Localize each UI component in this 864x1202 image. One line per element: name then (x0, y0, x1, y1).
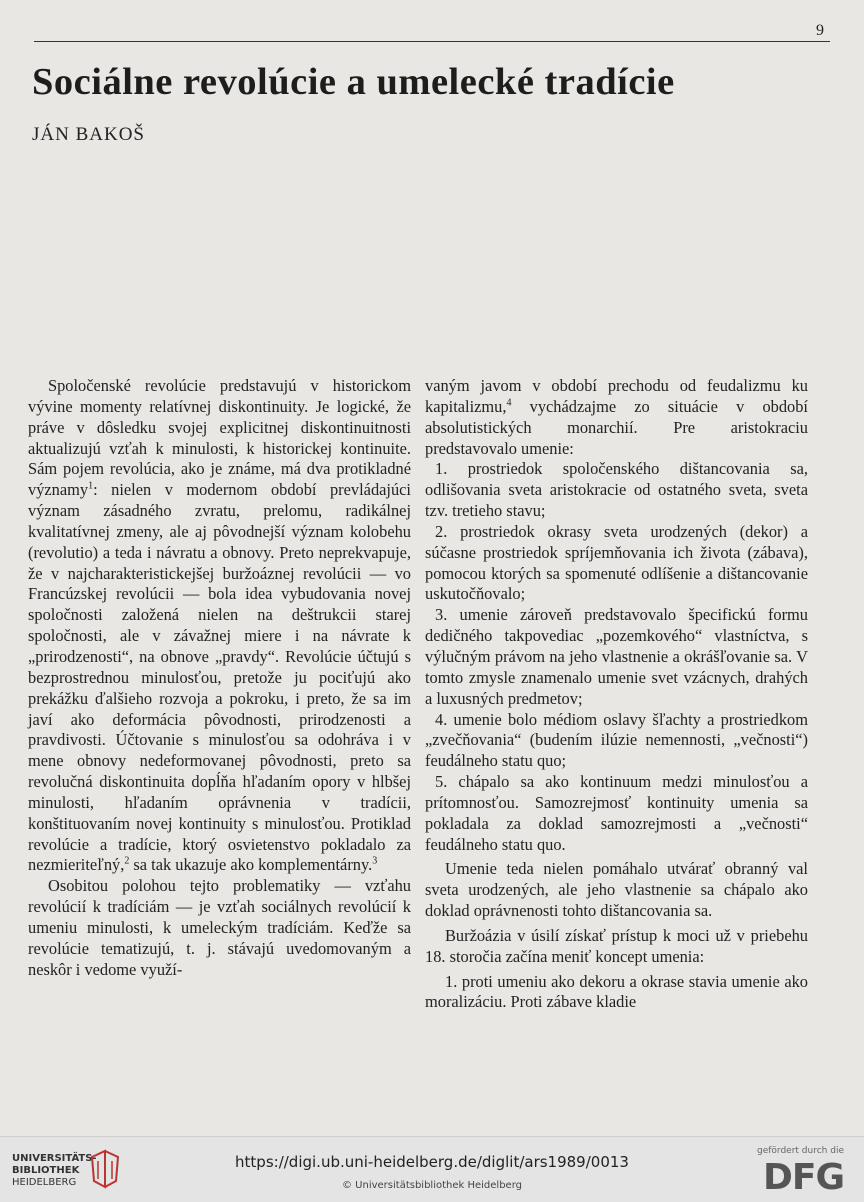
text-segment: : nielen v modernom období prevládajúci význam zásadného zvratu, prelomu, radikálnej kvalitatívnej zmeny, ale aj pôvodnejší význam kolobehu (revolutio) a teda i návratu a obnovy. Preto neprekvapuje, že v najcharakteristickejšej buržoáznej revolúcii — vo Francúzskej revolúcii — bola idea vybudovania novej spoločnosti založená nielen na deštrukcii starej spoločnosti, ale v závažnej miere i na návrate k „prirodzenosti“, na obnove „pravdy“. Revolúcie účtujú s bezprostrednou minulosťou, pretože ju pociťujú ako prekážku ďalšieho rozvoja a pokroku, i preto, že sa im javí ako deformácia pôvodnosti, prirodzenosti a pravdivosti. Účtovanie s minulosťou sa odohráva i v mene obnovy nedeformovanej pôvodnosti, preto sa revolučná diskontinuita dopĺňa hľadaním opory v hlbšej minulosti, hľadaním oprávnenia v tradícii, konštituovaním novej kontinuity s minulosťou. Protiklad revolúcie a tradície, ktorý osvietenstvo pokladalo za nezmieriteľný, (28, 480, 411, 875)
footer-bar (0, 1136, 864, 1202)
paragraph: Umenie teda nielen pomáhalo utvárať obranný val sveta urodzených, ale jeho vlastnenie sa chápalo ako doklad oprávnenosti tohto dištancovania sa. (425, 859, 808, 921)
article-title: Sociálne revolúcie a umelecké tradície (32, 61, 675, 103)
footnote-ref[interactable]: 4 (506, 397, 512, 409)
footer-url[interactable]: https://digi.ub.uni-heidelberg.de/diglit/ars1989/0013 (235, 1153, 629, 1171)
list-item: 1. proti umeniu ako dekoru a okrase stavia umenie ako moralizáciu. Proti zábave kladie (425, 971, 808, 1012)
left-column (28, 376, 411, 980)
footnote-ref[interactable]: 3 (372, 855, 378, 867)
library-name-line: UNIVERSITÄTS- (12, 1153, 97, 1164)
list-item: 5. chápalo sa ako kontinuum medzi minulosťou a prítomnosťou. Samozrejmosť kontinuity umenia sa pokladala za doklad samozrejmosti a „večnosti“ feudálneho statu quo. (425, 772, 808, 854)
dfg-logo[interactable]: DFG (762, 1157, 844, 1198)
library-name-line: HEIDELBERG (12, 1177, 77, 1188)
paragraph: Osobitou polohou tejto problematiky — vzťahu revolúcií k tradíciám — je vzťah sociálnych revolúcií k umeniu minulosti, k umeleckým tradíciám. Keďže sa revolúcie tematizujú, t. j. stávajú uvedomovaným a neskôr i vedome využí- (28, 876, 411, 979)
paragraph: Buržoázia v úsilí získať prístup k moci už v priebehu 18. storočia začína meniť koncept umenia: (425, 925, 808, 966)
footer-copyright: © Universitätsbibliothek Heidelberg (341, 1180, 522, 1191)
paragraph (28, 376, 411, 876)
right-column (425, 376, 808, 1013)
paragraph (425, 376, 808, 459)
list-item: 3. umenie zároveň predstavovalo špecifickú formu dedičného takpovediac „pozemkového“ vlastníctva, s výlučným právom na jeho vlastnenie a okrášľovanie sa. V tomto zmysle znamenalo umenie svet vzácnych, drahých a luxusných predmetov; (425, 605, 808, 708)
text-segment: Spoločenské revolúcie predstavujú v historickom vývine momenty relatívnej diskontinuity. Je logické, že práve v dôsledku svojej explicitnej diskontinuitnosti aktualizujú vzťah k minulosti, k historickej kontinuite. Sám pojem revolúcia, ako je známe, má dva protikladné významy (28, 376, 411, 500)
list-item: 4. umenie bolo médiom oslavy šľachty a prostriedkom „zvečňovania“ (budením ilúzie nemennosti, „večnosti“) feudálneho statu quo; (425, 709, 808, 771)
footnote-ref[interactable]: 2 (124, 855, 130, 867)
list-item: 1. prostriedok spoločenského dištancovania sa, odlišovania sveta aristokracie od ostatného sveta, sveta tzv. tretieho stavu; (425, 459, 808, 521)
text-segment: sa tak ukazuje ako komplementárny. (129, 855, 373, 875)
library-name-line: BIBLIOTHEK (12, 1165, 80, 1176)
footnote-ref[interactable]: 1 (88, 480, 94, 492)
top-rule (34, 41, 830, 42)
dfg-caption: gefördert durch die (757, 1146, 844, 1156)
list-item: 2. prostriedok okrasy sveta urodzených (dekor) a súčasne prostriedok spríjemňovania ich života (zábava), pomocou ktorých sa spomenuté odlíšenie a dištancovanie uskutočňovalo; (425, 521, 808, 604)
article-author: JÁN BAKOŠ (32, 124, 145, 145)
text-segment: vaným javom v období prechodu od feudalizmu ku kapitalizmu, (425, 376, 808, 416)
text-segment: vychádzajme zo situácie v období absolutistických monarchií. Pre aristokraciu predstavovalo umenie: (425, 396, 808, 458)
page-number: 9 (816, 22, 824, 39)
